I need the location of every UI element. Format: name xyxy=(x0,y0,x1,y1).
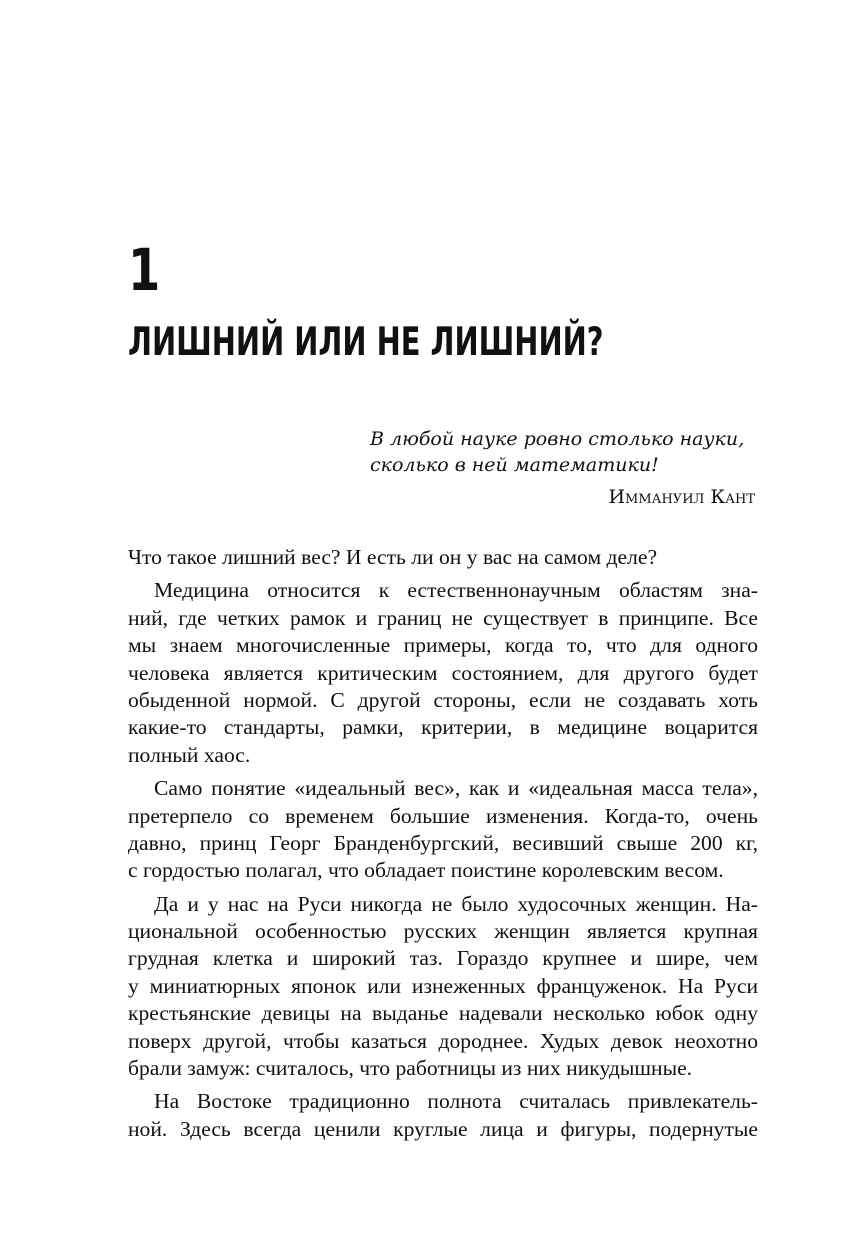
epigraph-author: Иммануил Кант xyxy=(608,486,755,508)
text-line: Да и у нас на Руси никогда не было худосочных женщин. На- xyxy=(154,891,758,916)
epigraph xyxy=(370,426,755,510)
epigraph-line: сколько в ней математики! xyxy=(370,454,659,476)
text-line: крестьянские девицы на выданье надевали несколько юбок одну xyxy=(128,1001,758,1026)
chapter-number: 1 xyxy=(128,236,161,304)
paragraph xyxy=(128,544,758,571)
text-line: какие-то стандарты, рамки, критерии, в медицине воцарится xyxy=(128,715,758,740)
text-line: Что такое лишний вес? И есть ли он у вас на самом деле? xyxy=(128,545,658,569)
text-line: Само понятие «идеальный вес», как и «идеальная масса тела», xyxy=(154,776,758,801)
paragraph xyxy=(128,775,758,885)
paragraph xyxy=(128,891,758,1083)
text-line: полный хаос. xyxy=(128,742,251,767)
text-line: брали замуж: считалось, что работницы из них никудышные. xyxy=(128,1056,693,1081)
body-text xyxy=(128,544,758,1143)
text-line: ний, где четких рамок и границ не существует в принципе. Все xyxy=(128,605,758,630)
text-line: обыденной нормой. С другой стороны, если не создавать хоть xyxy=(128,687,758,712)
text-line: человека является критическим состоянием, для другого будет xyxy=(128,660,758,685)
text-line: циональной особенностью русских женщин является крупная xyxy=(128,919,758,944)
chapter-title: ЛИШНИЙ ИЛИ НЕ ЛИШНИЙ? xyxy=(128,320,604,365)
paragraph xyxy=(128,1088,758,1143)
epigraph-line: В любой науке ровно столько науки, xyxy=(370,428,745,450)
text-line: На Востоке традиционно полнота считалась привлекатель- xyxy=(154,1089,758,1114)
text-line: ной. Здесь всегда ценили круглые лица и фигуры, подернутые xyxy=(128,1116,758,1141)
text-line: с гордостью полагал, что обладает поистине королевским весом. xyxy=(128,858,724,883)
paragraph xyxy=(128,577,758,769)
text-line: Медицина относится к естественнонаучным областям зна- xyxy=(154,578,758,603)
text-line: давно, принц Георг Бранденбургский, весивший свыше 200 кг, xyxy=(128,830,758,855)
text-line: грудная клетка и широкий таз. Гораздо крупнее и шире, чем xyxy=(128,946,758,971)
text-line: у миниатюрных японок или изнеженных француженок. На Руси xyxy=(128,973,758,998)
text-line: претерпело со временем большие изменения. Когда-то, очень xyxy=(128,803,758,828)
text-line: поверх другой, чтобы казаться дороднее. Худых девок неохотно xyxy=(128,1028,758,1053)
text-line: мы знаем многочисленные примеры, когда то, что для одного xyxy=(128,633,758,658)
